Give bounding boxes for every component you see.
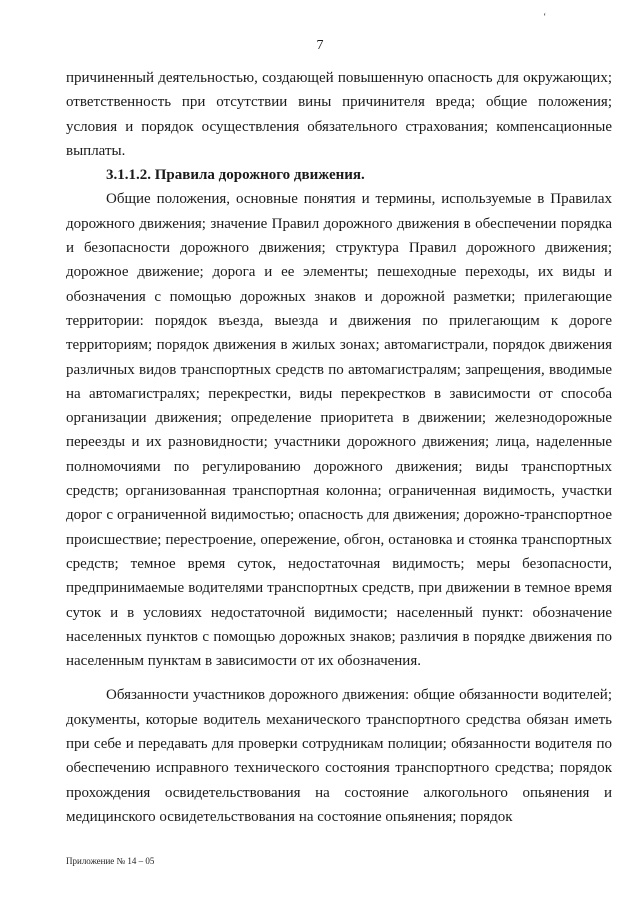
paragraph-general-provisions: Общие положения, основные понятия и термины, используемые в Правилах дорожного движения; значение Правил дорожного движения в обеспечении порядка и безопасности дорожного движения; структура Правил дорожного движения; дорожное движение; дорога и ее элементы; пешеходные переходы, их виды и обозначения с помощью дорожных знаков и дорожной разметки; прилегающие территории: порядок въезда, выезда и движения по прилегающим к дороге территориям; порядок движения в жилых зонах; автомагистрали, порядок движения различных видов транспортных средств по автомагистралям; запрещения, вводимые на автомагистралях; перекрестки, виды перекрестков в зависимости от способа организации движения; определение приоритета в движении; железнодорожные переезды и их разновидности; участники дорожного движения; лица, наделенные полномочиями по регулированию дорожного движения; виды транспортных средств; организованная транспортная колонна; ограниченная видимость, участки дорог с ограниченной видимостью; опасность для движения; дорожно-транспортное происшествие; перестроение, опережение, обгон, остановка и стоянка транспортных средств; темное время суток, недостаточная видимость; меры безопасности, предпринимаемые водителями транспортных средств, при движении в темное время суток и в условиях недостаточной видимости; населенный пункт: обозначение населенных пунктов с помощью дорожных знаков; различия в порядке движения по населенным пунктам в зависимости от их обозначения. xyxy=(66,191,612,670)
scan-mark: ‘ xyxy=(543,12,547,23)
page-number: 7 xyxy=(316,38,324,53)
footer-note: Приложение № 14 – 05 xyxy=(66,856,155,866)
section-heading: 3.1.1.2. Правила дорожного движения. xyxy=(106,167,365,184)
paragraph-duties: Обязанности участников дорожного движения: общие обязанности водителей; документы, которые водитель механического транспортного средства обязан иметь при себе и передавать для проверки сотрудникам полиции; обязанности водителя по обеспечению исправного технического состояния транспортного средства; порядок прохождения освидетельствования на состояние алкогольного опьянения и медицинского освидетельствования на состояние опьянения; порядок xyxy=(66,687,612,825)
page-body xyxy=(66,66,612,829)
paragraph-continuation: причиненный деятельностью, создающей повышенную опасность для окружающих; ответственность при отсутствии вины причинителя вреда; общие положения; условия и порядок осуществления обязательного страхования; компенсационные выплаты. xyxy=(66,70,612,159)
